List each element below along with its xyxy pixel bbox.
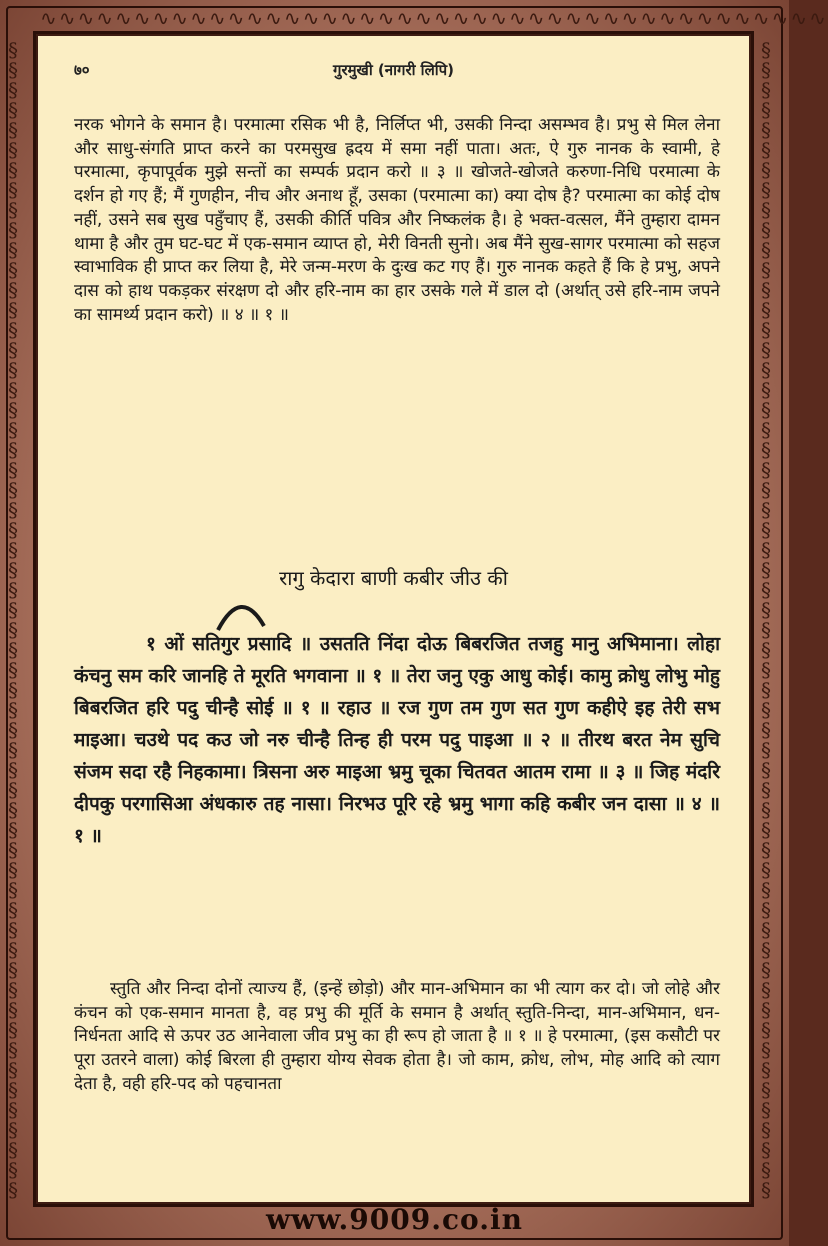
frame-right-ornament-icon: § § § § § § § § § § § § § § § § § § § § § § § § § § § § § § § § § § § § § § § § § § § § § § § § § § § § § § § § § §: [761, 38, 771, 1202]
translation-paragraph-2: स्तुति और निन्दा दोनों त्याज्य हैं, (इन्हें छोड़ो) और मान-अभिमान का भी त्याग कर दो। जो लोहे और कंचन को एक-समान मानता है, वह प्रभु की मूर्ति के समान है अर्थात् स्तुति-निन्दा, मान-अभिमान, धन-निर्धनता आदि से ऊपर उठ आनेवाला जीव प्रभु का ही रूप हो जाता है ॥ १ ॥ हे परमात्मा, (इस कसौटी पर पूरा उतरने वाला) कोई बिरला ही तुम्हारा योग्य सेवक होता है। जो काम, क्रोध, लोभ, मोह आदि को त्याग देता है, वही हरि-पद को पहचानता: [74, 979, 720, 1094]
page-header: [74, 60, 713, 84]
section-title: रागु केदारा बाणी कबीर जीउ की: [279, 566, 508, 590]
page-number: ७०: [74, 61, 90, 79]
running-title: गुरमुखी (नागरी लिपि): [333, 61, 454, 79]
website-watermark[interactable]: www.9009.co.in: [266, 1203, 523, 1236]
frame-top-ornament-icon: ∿∿∿∿∿∿∿∿∿∿∿∿∿∿∿∿∿∿∿∿∿∿∿∿∿∿∿∿∿∿∿∿∿∿∿∿∿∿∿∿∿∿: [40, 6, 828, 30]
book-page: [36, 34, 751, 1204]
gurbani-verse: १ ओं सतिगुर प्रसादि ॥ उसतति निंदा दोऊ बिबरजित तजहु मानु अभिमाना। लोहा कंचनु सम करि जानहि ते मूरति भगवाना ॥ १ ॥ तेरा जनु एकु आधु कोई। कामु क्रोधु लोभु मोहु बिबरजित हरि पदु चीन्है सोई ॥ १ ॥ रहाउ ॥ रज गुण तम गुण सत गुण कहीऐ इह तेरी सभ माइआ। चउथे पद कउ जो नरु चीन्है तिन्ह ही परम पदु पाइआ ॥ २ ॥ तीरथ बरत नेम सुचि संजम सदा रहै निहकामा। त्रिसना अरु माइआ भ्रमु चूका चितवत आतम रामा ॥ ३ ॥ जिह मंदरि दीपकु परगासिआ अंधकारु तह नासा। निरभउ पूरि रहे भ्रमु भागा कहि कबीर जन दासा ॥ ४ ॥ १ ॥: [74, 633, 720, 847]
translation-paragraph-1: नरक भोगने के समान है। परमात्मा रसिक भी है, निर्लिप्त भी, उसकी निन्दा असम्भव है। प्रभु से मिल लेना और साधु-संगति प्राप्त करने का परमसुख ह्रदय में समा नहीं पाता। अतः, ऐ गुरु नानक के स्वामी, हे परमात्मा, कृपापूर्वक मुझे सन्तों का सम्पर्क प्रदान करो ॥ ३ ॥ खोजते-खोजते करुणा-निधि परमात्मा के दर्शन हो गए हैं; मैं गुणहीन, नीच और अनाथ हूँ, उसका (परमात्मा का) क्या दोष है? परमात्मा का कोई दोष नहीं, उसने सब सुख पहुँचाए हैं, उसकी कीर्ति पवित्र और निष्कलंक है। हे भक्त-वत्सल, मैंने तुम्हारा दामन थामा है और तुम घट-घट में एक-समान व्याप्त हो, मेरी विनती सुनो। अब मैंने सुख-सागर परमात्मा को सहज स्वाभाविक ही प्राप्त कर लिया है, मेरे जन्म-मरण के दुःख कट गए हैं। गुरु नानक कहते हैं कि हे प्रभु, अपने दास को हाथ पकड़कर संरक्षण दो और हरि-नाम का हार उसके गले में डाल दो (अर्थात् उसे हरि-नाम जपने का सामर्थ्य प्रदान करो) ॥ ४ ॥ १ ॥: [74, 115, 720, 325]
frame-left-ornament-icon: § § § § § § § § § § § § § § § § § § § § § § § § § § § § § § § § § § § § § § § § § § § § § § § § § § § § § § § § § §: [8, 38, 18, 1202]
omkar-arc-icon: [214, 596, 268, 632]
